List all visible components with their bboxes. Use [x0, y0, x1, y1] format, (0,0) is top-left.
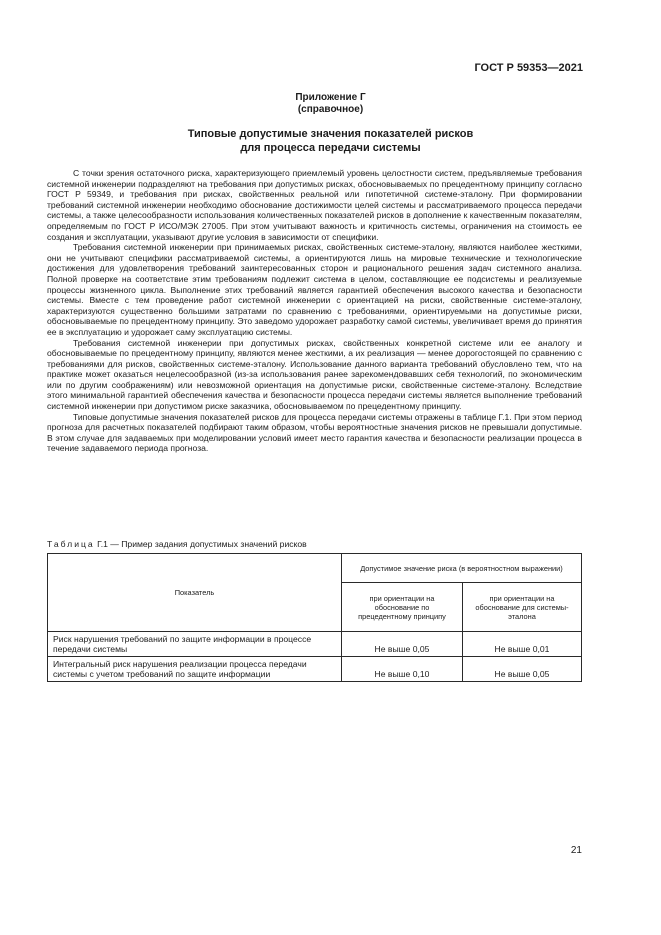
header-indicator: Показатель — [48, 554, 342, 632]
appendix-label: Приложение Г — [295, 92, 366, 103]
title-line-2: для процесса передачи системы — [240, 142, 421, 154]
row-value-reference: Не выше 0,05 — [463, 657, 582, 682]
appendix-heading — [0, 92, 661, 116]
row-value-precedent: Не выше 0,10 — [342, 657, 463, 682]
paragraph: Требования системной инженерии при принимаемых рисках, свойственных системе-эталону, являются наиболее жесткими, они не учитывают специфики рассматриваемой системы, а ориентируются лишь на мировые технические и технологические достижения для удовлетворения требований заинтересованных сторон и рационального решения задач системного анализа. Полной проверке на соответствие этим требованиям подлежит система в целом, составляющие ее подсистемы и реализуемые процессы жизненного цикла. Выполнение этих требований является гарантией обеспечения высокого качества и безопасности системы. Вместе с тем проведение работ системной инженерии с ориентацией на риски, свойственные системе-эталону, характеризуются существенно большими затратами по сравнению с требованиями, ориентируемыми на допустимые риски, обосновываемые по прецедентному принципу. Это заведомо удорожает разработку самой системы, увеличивает время до принятия ее в эксплуатацию и удорожает саму эксплуатацию системы. — [47, 242, 582, 337]
body-text — [47, 168, 582, 454]
table-header-row — [48, 554, 582, 583]
table-caption-text: Г.1 — Пример задания допустимых значений рисков — [97, 539, 307, 549]
table-row — [48, 657, 582, 682]
paragraph: Типовые допустимые значения показателей рисков для процесса передачи системы отражены в таблице Г.1. При этом период прогноза для расчетных показателей подбирают таким образом, чтобы вероятностные значения рисков не превышали допустимые. В этом случае для задаваемых при моделировании условий имеет место гарантия качества и безопасности реализации процесса в течение задаваемого периода прогноза. — [47, 411, 582, 454]
row-indicator: Интегральный риск нарушения реализации процесса передачи системы с учетом требований по защите информации — [48, 657, 342, 682]
paragraph: Требования системной инженерии при допустимых рисках, свойственных конкретной системе или ее аналогу и обосновываемые по прецедентному принципу, являются менее жесткими, а их реализация — менее дорогостоящей по сравнению с требованиями для рисков, свойственных системе-эталону. Использование данного варианта требований обусловлено тем, что на практике может оказаться нецелесообразной (из-за использования ранее зарекомендовавших себя технологий, по экономическим или по другим соображениям) или невозможной ориентация на допустимые риски, свойственные системе-эталону. Вследствие этого минимальной гарантией обеспечения качества и безопасности процесса передачи системы является выполнение требований системной инженерии при допустимом риске заказчика, обосновываемом по прецедентному принципу. — [47, 337, 582, 412]
table-caption-prefix: Таблица — [47, 539, 95, 549]
table-row — [48, 632, 582, 657]
header-reference-system: при ориентации на обоснование для системы-эталона — [463, 583, 582, 632]
page-number: 21 — [570, 845, 582, 856]
risk-values-table — [47, 553, 582, 682]
appendix-type: (справочное) — [297, 104, 364, 115]
document-title — [0, 127, 661, 155]
header-precedent: при ориентации на обоснование по прецедентному принципу — [342, 583, 463, 632]
row-value-precedent: Не выше 0,05 — [342, 632, 463, 657]
paragraph: С точки зрения остаточного риска, характеризующего приемлемый уровень целостности систем, предъявляемые требования системной инженерии подразделяют на требования при допустимых рисках, обосновываемых по прецедентному принципу согласно ГОСТ Р 59349, и требования при рисках, свойственных реальной или гипотетичной системе-эталону. При формировании требований системной инженерии необходимо обоснование достижимости целей системы и рассматриваемого процесса передачи системы, а также целесообразности использования количественных показателей рисков в дополнение к качественным показателям, определяемым по ГОСТ Р ИСО/МЭК 27005. При этом учитывают важность и критичность системы, ограничения на стоимость ее создания и эксплуатации, указывают другие условия в зависимости от специфики. — [47, 168, 582, 242]
table-caption — [47, 539, 307, 549]
title-line-1: Типовые допустимые значения показателей рисков — [187, 128, 474, 140]
header-allowed-value: Допустимое значение риска (в вероятностном выражении) — [342, 554, 582, 583]
row-value-reference: Не выше 0,01 — [463, 632, 582, 657]
standard-number: ГОСТ Р 59353—2021 — [474, 62, 583, 74]
row-indicator: Риск нарушения требований по защите информации в процессе передачи системы — [48, 632, 342, 657]
